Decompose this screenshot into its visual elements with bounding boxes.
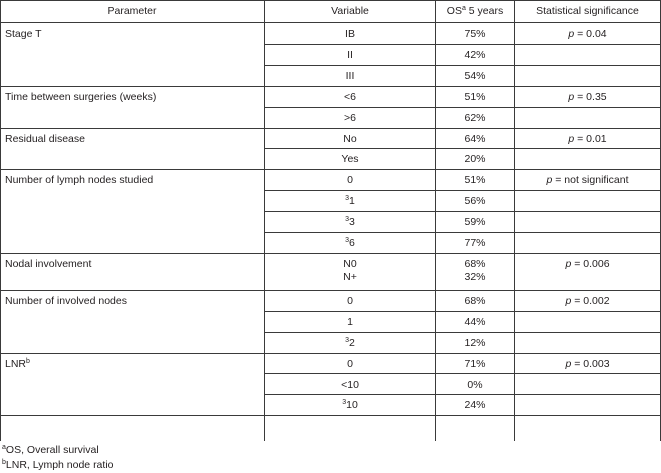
significance-value bbox=[515, 133, 660, 145]
os-cell: 51% bbox=[464, 90, 486, 103]
significance-value bbox=[515, 358, 660, 370]
os-cell: 32% bbox=[464, 270, 486, 283]
row-divider bbox=[264, 148, 661, 149]
significance-value bbox=[515, 174, 660, 186]
header-parameter: Parameter bbox=[107, 5, 157, 17]
variable-sup: 3 bbox=[345, 237, 350, 244]
parameter-label bbox=[5, 28, 42, 40]
row-divider bbox=[264, 311, 661, 312]
variable-sup: 3 bbox=[345, 195, 350, 203]
header-os bbox=[436, 5, 514, 19]
row-divider bbox=[264, 190, 661, 191]
variable-text: III bbox=[345, 69, 355, 82]
os-cell: 44% bbox=[464, 315, 486, 328]
variable-cell bbox=[265, 295, 435, 307]
group-divider bbox=[0, 169, 661, 170]
row-divider bbox=[264, 232, 661, 233]
variable-text: 0 bbox=[347, 174, 353, 187]
variable-cell bbox=[265, 70, 435, 82]
variable-cell bbox=[265, 237, 435, 251]
significance-number: = 0.04 bbox=[574, 28, 607, 40]
row-divider bbox=[264, 211, 661, 212]
row-divider bbox=[264, 332, 661, 333]
variable-cell bbox=[265, 28, 435, 40]
variable-text: 1 bbox=[349, 195, 355, 208]
significance-value bbox=[515, 91, 660, 103]
parameter-label bbox=[5, 295, 127, 307]
variable-text: 10 bbox=[346, 399, 358, 412]
parameter-text: Time between surgeries (weeks) bbox=[5, 90, 157, 103]
footnote-text: OS, Overall survival bbox=[5, 444, 99, 456]
header-bottom-border bbox=[0, 22, 661, 23]
os-cell: 68% bbox=[464, 294, 486, 307]
variable-sup: 3 bbox=[342, 399, 347, 407]
footnote-sup: a bbox=[2, 444, 6, 451]
parameter-sup: b bbox=[26, 357, 30, 365]
header-os-label: OS bbox=[446, 5, 462, 17]
parameter-text: Number of involved nodes bbox=[5, 294, 127, 307]
variable-text: Yes bbox=[341, 153, 359, 166]
os-cell: 51% bbox=[464, 174, 486, 187]
variable-cell bbox=[265, 153, 435, 165]
group-divider bbox=[0, 353, 661, 354]
significance-p: p bbox=[568, 132, 575, 145]
group-divider bbox=[0, 290, 661, 291]
variable-text: N0 bbox=[343, 257, 357, 270]
os-cell: 68% bbox=[464, 257, 486, 270]
os-cell: 56% bbox=[464, 195, 486, 208]
table-top-border bbox=[0, 0, 661, 1]
group-divider bbox=[0, 128, 661, 129]
os-cell: 20% bbox=[464, 153, 486, 166]
significance-p: p bbox=[546, 174, 553, 187]
variable-text: 1 bbox=[347, 315, 353, 328]
os-cell: 54% bbox=[464, 69, 486, 82]
variable-cell bbox=[265, 358, 435, 370]
os-cell: 64% bbox=[464, 132, 486, 145]
significance-p: p bbox=[565, 257, 572, 270]
os-cell: 75% bbox=[464, 28, 486, 40]
left-border bbox=[0, 0, 1, 441]
footnote bbox=[2, 459, 114, 473]
os-cell: 62% bbox=[464, 111, 486, 124]
os-cell: 0% bbox=[467, 378, 483, 391]
os-cell: 59% bbox=[464, 216, 486, 229]
variable-cell bbox=[265, 258, 435, 270]
variable-cell bbox=[265, 399, 435, 413]
variable-cell bbox=[265, 91, 435, 103]
parameter-text: Nodal involvement bbox=[5, 257, 92, 270]
variable-cell bbox=[265, 337, 435, 351]
significance-number: = not significant bbox=[552, 174, 629, 187]
row-divider bbox=[264, 107, 661, 108]
significance-number: = 0.003 bbox=[571, 357, 610, 370]
parameter-text: Stage T bbox=[5, 28, 42, 40]
group-divider bbox=[0, 415, 661, 416]
variable-cell bbox=[265, 195, 435, 209]
variable-text: 0 bbox=[347, 294, 353, 307]
variable-sup: 3 bbox=[345, 336, 350, 344]
significance-p: p bbox=[568, 90, 575, 103]
footnote bbox=[2, 444, 99, 458]
group-divider bbox=[0, 253, 661, 254]
variable-cell bbox=[265, 174, 435, 186]
variable-cell bbox=[265, 271, 435, 283]
variable-text: IB bbox=[345, 28, 355, 40]
variable-cell bbox=[265, 133, 435, 145]
variable-text: 0 bbox=[347, 357, 353, 370]
significance-p: p bbox=[565, 294, 572, 307]
row-divider bbox=[264, 44, 661, 45]
variable-cell bbox=[265, 316, 435, 328]
group-divider bbox=[0, 86, 661, 87]
significance-number: = 0.35 bbox=[574, 90, 607, 103]
significance-number: = 0.01 bbox=[574, 132, 607, 145]
variable-cell bbox=[265, 49, 435, 61]
header-variable: Variable bbox=[331, 5, 369, 17]
significance-number: = 0.002 bbox=[571, 294, 610, 307]
significance-number: = 0.006 bbox=[571, 257, 610, 270]
variable-cell bbox=[265, 379, 435, 391]
os-cell: 71% bbox=[464, 357, 486, 370]
variable-text: N+ bbox=[343, 270, 357, 283]
row-divider bbox=[264, 394, 661, 395]
parameter-text: Number of lymph nodes studied bbox=[5, 174, 154, 187]
col-border-significance bbox=[514, 0, 515, 441]
variable-cell bbox=[265, 112, 435, 124]
col-border-os bbox=[435, 0, 436, 441]
header-os-sup: a bbox=[461, 5, 466, 12]
significance-value bbox=[515, 28, 660, 40]
parameter-label bbox=[5, 133, 85, 145]
significance-value bbox=[515, 258, 660, 270]
significance-p: p bbox=[568, 28, 575, 40]
os-cell: 12% bbox=[464, 336, 486, 349]
header-significance: Statistical significance bbox=[536, 5, 639, 17]
significance-p: p bbox=[565, 357, 572, 370]
os-cell: 77% bbox=[464, 237, 486, 249]
parameter-label bbox=[5, 258, 91, 270]
parameter-label bbox=[5, 358, 30, 372]
row-divider bbox=[264, 65, 661, 66]
parameter-label bbox=[5, 174, 153, 186]
variable-text: <6 bbox=[344, 90, 356, 103]
parameter-label bbox=[5, 91, 156, 103]
os-cell: 42% bbox=[464, 48, 486, 61]
variable-text: II bbox=[347, 48, 353, 61]
significance-value bbox=[515, 295, 660, 307]
variable-text: 6 bbox=[349, 237, 355, 249]
header-os-suffix: 5 years bbox=[465, 5, 504, 17]
row-divider bbox=[264, 373, 661, 374]
footnote-sup: b bbox=[2, 459, 6, 466]
footnote-text: LNR, Lymph node ratio bbox=[5, 459, 114, 471]
variable-text: <10 bbox=[341, 378, 359, 391]
variable-text: No bbox=[343, 132, 357, 145]
variable-cell bbox=[265, 216, 435, 230]
variable-sup: 3 bbox=[345, 216, 350, 224]
os-cell: 24% bbox=[464, 399, 486, 412]
variable-text: 2 bbox=[349, 336, 355, 349]
parameter-text: Residual disease bbox=[5, 132, 85, 145]
col-border-variable bbox=[264, 0, 265, 441]
variable-text: >6 bbox=[344, 111, 356, 124]
parameter-text: LNR bbox=[5, 357, 27, 370]
variable-text: 3 bbox=[349, 216, 355, 229]
